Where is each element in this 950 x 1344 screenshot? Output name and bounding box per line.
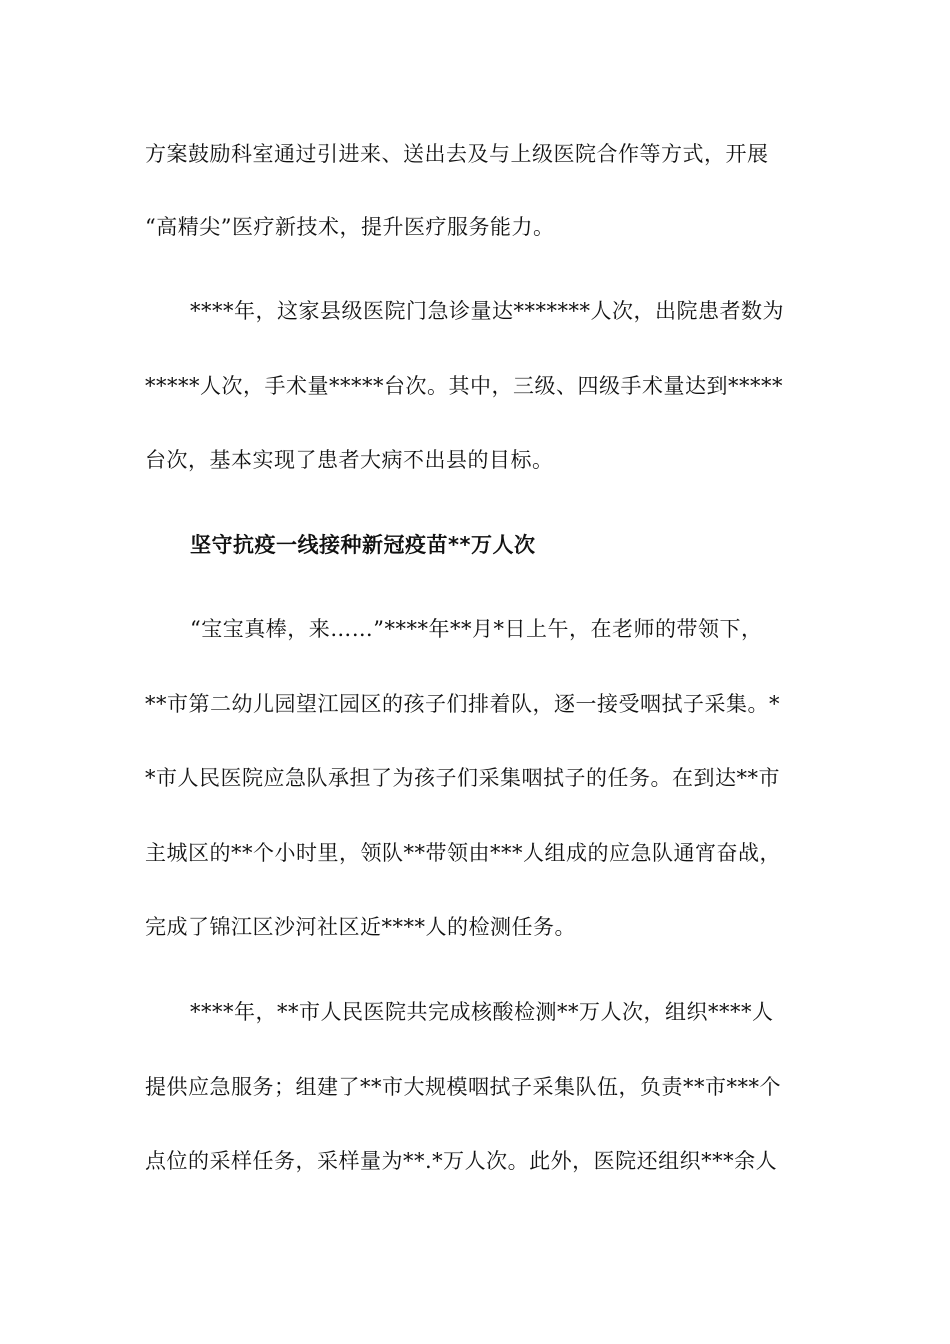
text-line: 主城区的**个小时里，领队**带领由***人组成的应急队通宵奋战， — [145, 841, 781, 865]
text-line: 完成了锦江区沙河社区近****人的检测任务。 — [145, 915, 576, 939]
text-line: ****年，这家县级医院门急诊量达*******人次，出院患者数为 — [190, 299, 784, 323]
text-line: 点位的采样任务，采样量为**.*万人次。此外，医院还组织***余人 — [145, 1149, 778, 1173]
section-heading: 坚守抗疫一线接种新冠疫苗**万人次 — [190, 533, 536, 557]
text-line: **市第二幼儿园望江园区的孩子们排着队，逐一接受咽拭子采集。* — [145, 692, 780, 716]
text-line: *****人次，手术量*****台次。其中，三级、四级手术量达到***** — [145, 374, 783, 398]
text-line: *市人民医院应急队承担了为孩子们采集咽拭子的任务。在到达**市 — [145, 766, 780, 790]
text-line: 台次，基本实现了患者大病不出县的目标。 — [145, 448, 554, 472]
text-line: 提供应急服务；组建了**市大规模咽拭子采集队伍，负责**市***个 — [145, 1075, 781, 1099]
text-line: 方案鼓励科室通过引进来、送出去及与上级医院合作等方式，开展 — [145, 142, 769, 166]
text-line: “高精尖”医疗新技术，提升医疗服务能力。 — [145, 215, 555, 239]
text-line: “宝宝真棒，来……”****年**月*日上午，在老师的带领下， — [190, 617, 763, 641]
text-line: ****年，**市人民医院共完成核酸检测**万人次，组织****人 — [190, 1000, 774, 1024]
